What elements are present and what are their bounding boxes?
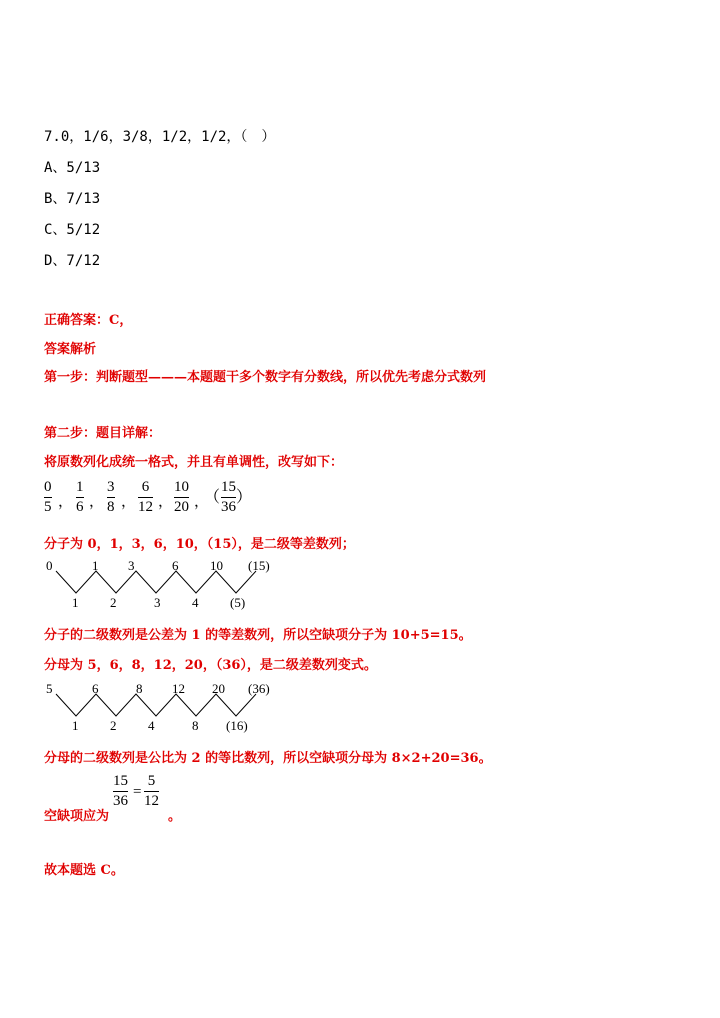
option-d[interactable]: D、7/12 <box>44 253 101 269</box>
zigzag-diff-value: 4 <box>192 595 199 610</box>
option-a[interactable]: A、5/13 <box>44 160 101 176</box>
fraction-2 <box>76 479 84 516</box>
zigzag-diff-value: 1 <box>72 595 79 610</box>
zigzag-top-value: 8 <box>136 681 143 696</box>
separator: ， <box>58 494 74 510</box>
zigzag-top-value: 6 <box>92 681 99 696</box>
equals-sign: = <box>133 784 142 800</box>
zigzag-diff-value: 3 <box>154 595 161 610</box>
step1-text: 第一步：判断题型———本题题干多个数字有分数线，所以优先考虑分式数列 <box>44 370 487 385</box>
zigzag-line <box>56 571 256 593</box>
option-c[interactable]: C、5/12 <box>44 222 101 238</box>
zigzag-diff-value: 2 <box>110 595 117 610</box>
fraction-5 <box>174 479 189 516</box>
fraction-denominator: 5 <box>44 499 52 515</box>
numerator-line: 分子为 0，1，3，6，10，（15），是二级等差数列； <box>44 537 355 552</box>
fraction-4 <box>138 479 153 516</box>
zigzag-line <box>56 694 256 716</box>
zigzag-top-value: 3 <box>128 558 135 573</box>
zigzag-top-value: 6 <box>172 558 179 573</box>
blank-end: 。 <box>168 809 182 824</box>
zigzag-diff-value: (16) <box>226 718 248 733</box>
fraction-denominator: 36 <box>113 793 128 809</box>
separator: ， <box>194 494 210 510</box>
zigzag-diff-value: 4 <box>148 718 155 733</box>
zigzag-diff-value: 2 <box>110 718 117 733</box>
separator: ， <box>89 494 105 510</box>
open-paren: （ <box>204 489 221 506</box>
zigzag-diff-value: 8 <box>192 718 199 733</box>
zigzag-top-value: (36) <box>248 681 270 696</box>
fraction-denominator: 6 <box>76 499 84 515</box>
fraction-denominator: 8 <box>107 499 115 515</box>
blank-fraction-15-36 <box>113 773 128 810</box>
fraction-numerator: 1 <box>76 479 84 495</box>
option-b[interactable]: B、7/13 <box>44 191 101 207</box>
fraction-numerator: 10 <box>174 479 189 495</box>
zigzag-top-value: 1 <box>92 558 99 573</box>
denominator-line: 分母为 5，6，8，12，20，（36），是二级差数列变式。 <box>44 658 377 673</box>
step2-title: 第二步：题目详解： <box>44 426 162 441</box>
fraction-denominator: 12 <box>138 499 153 515</box>
fraction-denominator: 20 <box>174 499 189 515</box>
analysis-title: 答案解析 <box>44 342 97 357</box>
fraction-3 <box>107 479 115 516</box>
zigzag-top-value: 0 <box>46 558 53 573</box>
zigzag-top-value: (15) <box>248 558 270 573</box>
fraction-numerator: 6 <box>141 479 150 495</box>
fraction-denominator: 36 <box>221 499 236 515</box>
final-answer: 故本题选 C。 <box>44 863 124 878</box>
correct-answer: 正确答案：C， <box>44 313 133 328</box>
zigzag-top-value: 20 <box>212 681 225 696</box>
zigzag-diff-value: 1 <box>72 718 79 733</box>
separator: ， <box>121 494 137 510</box>
numerator-conclusion: 分子的二级数列是公差为 1 的等差数列，所以空缺项分子为 10+5=15。 <box>44 628 472 643</box>
separator: ， <box>158 494 174 510</box>
blank-fraction-5-12 <box>144 773 159 810</box>
fraction-numerator: 0 <box>44 479 52 495</box>
zigzag-top-value: 12 <box>172 681 185 696</box>
fraction-6 <box>221 479 236 516</box>
fraction-numerator: 5 <box>147 773 156 789</box>
zigzag-diff-value: (5) <box>230 595 246 610</box>
zigzag-top-value: 10 <box>210 558 223 573</box>
blank-label: 空缺项应为 <box>44 809 110 824</box>
fraction-1 <box>44 479 52 516</box>
numerator-zigzag-diagram <box>40 555 300 615</box>
question-stem: 7.0，1/6，3/8，1/2，1/2，（ ） <box>44 129 276 145</box>
fraction-numerator: 15 <box>113 773 128 789</box>
step2-rewrite: 将原数列化成统一格式，并且有单调性，改写如下： <box>44 455 344 470</box>
denominator-conclusion: 分母的二级数列是公比为 2 的等比数列，所以空缺项分母为 8×2+20=36。 <box>44 751 492 766</box>
fraction-numerator: 3 <box>107 479 115 495</box>
fraction-numerator: 15 <box>221 479 236 495</box>
fraction-denominator: 12 <box>144 793 159 809</box>
zigzag-top-value: 5 <box>46 681 53 696</box>
close-paren: ） <box>236 489 253 506</box>
denominator-zigzag-diagram <box>40 678 300 738</box>
